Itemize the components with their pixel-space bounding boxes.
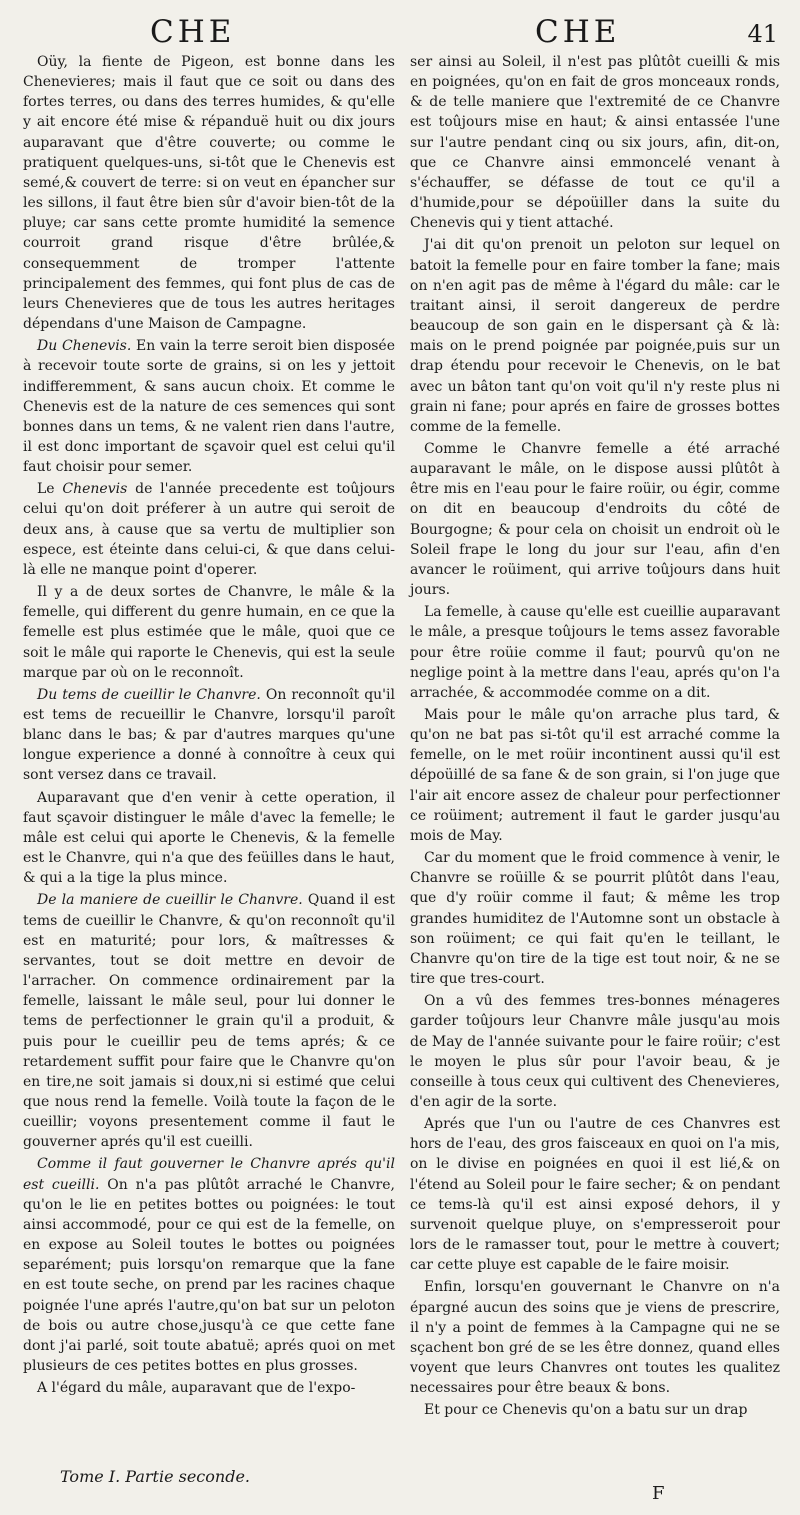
paragraph [410, 235, 780, 437]
paragraph [23, 788, 395, 889]
paragraph-text: Oüy, la fiente de Pigeon, est bonne dans les Chenevieres; mais il faut que ce soit ou dans des fortes terres, ou dans des terres humides, & qu'elle y ait encore été mise & répanduë huit ou dix jours auparavant que d'être couverte; ou comme le pratiquent quelques-uns, si-tôt que le Chenevis est semé,& couvert de terre: si on veut en épancher sur les sillons, il faut être bien sûr d'avoir bien-tôt de la pluye; car sans cette promte humidité la semence courroit grand risque d'être brûlée,& consequemment de tromper l'attente principalement des femmes, qui font plus de cas de leurs Chenevieres que de tous les autres heritages dépendans d'une Maison de Campagne. [23, 54, 395, 333]
paragraph-text: On n'a pas plûtôt arraché le Chanvre, qu'on le lie en petites bottes ou poignées: le tout ainsi accommodé, pour ce qui est de la femelle, on en expose au Soleil toutes le bottes ou poignées separément; puis lorsqu'on remarque que la fane en est toute seche, on prend par les racines chaque poignée l'une aprés l'autre,qu'on bat sur un peloton de bois ou autre chose,jusqu'à ce que cette fane dont j'ai parlé, soit toute abatuë; aprés quoi on met plusieurs de ces petites bottes en plus grosses. [23, 1176, 395, 1374]
paragraph [410, 991, 780, 1112]
paragraph [410, 1114, 780, 1275]
paragraph [23, 52, 395, 334]
running-head-right: CHE [535, 14, 621, 50]
paragraph [23, 336, 395, 477]
paragraph [410, 52, 780, 233]
volume-footer: Tome I. Partie seconde. [60, 1467, 250, 1486]
paragraph [23, 1154, 395, 1376]
paragraph [410, 602, 780, 703]
section-heading: Comme il faut gouverner le Chanvre aprés qu'il est cueilli. [23, 1156, 395, 1193]
paragraph-text: Enfin, lorsqu'en gouvernant le Chanvre on n'a épargné aucun des soins que je viens de prescrire, il n'y a point de femmes à la Campagne qui ne se sçachent bon gré de se les être donnez, quand elles voyent que leurs Chanvres ont toutes les qualitez necessaires pour être beaux & bons. [410, 1279, 780, 1397]
paragraph-text: Il y a de deux sortes de Chanvre, le mâle & la femelle, qui different du genre humain, en ce que la femelle est plus estimée que le mâle, quoi que ce soit le mâle qui raporte le Chenevis, qui est la seule marque par où on le reconnoît. [23, 584, 395, 681]
paragraph-text: En vain la terre seroit bien disposée à recevoir toute sorte de grains, si on les y jettoit indifferemment, & sans aucun choix. Et comme le Chenevis est de la nature de ces semences qui sont bonnes dans un tems, & ne valent rien dans l'autre, il est donc important de sçavoir quel est celui qu'il faut choisir pour semer. [23, 338, 396, 476]
paragraph-text: Mais pour le mâle qu'on arrache plus tard, & qu'on ne bat pas si-tôt qu'il est arraché comme la femelle, on le met roüir incontinent aussi qu'il est dépoüillé de sa fane & de son grain, si l'on juge que l'air ait encore assez de chaleur pour perfectionner ce roüiment; autrement il faut le garder jusqu'au mois de May. [410, 707, 780, 844]
paragraph-text: On a vû des femmes tres-bonnes ménageres garder toûjours leur Chanvre mâle jusqu'au mois de May de l'année suivante pour le faire roüir; c'est le moyen le plus sûr pour l'avoir beau, & je conseille à tous ceux qui cultivent des Chenevieres, d'en agir de la sorte. [410, 993, 780, 1110]
running-head-left: CHE [150, 14, 236, 50]
paragraph-text: ser ainsi au Soleil, il n'est pas plûtôt cueilli & mis en poignées, qu'on en fait de gros monceaux ronds, & de telle maniere que l'extremité de ce Chanvre est toûjours mise en haut; & ainsi entassée l'une sur l'autre pendant cinq ou six jours, afin, dit-on, que ce Chanvre ainsi emmoncelé venant à s'échauffer, se défasse de tout ce qu'il a d'humide,pour se dépoüiller dans la suite du Chenevis qui y tient attaché. [410, 54, 780, 232]
paragraph [23, 582, 395, 683]
paragraph-text: Comme le Chanvre femelle a été arraché auparavant le mâle, on le dispose aussi plûtôt à être mis en l'eau pour le faire roüir, ou égir, comme on dit en beaucoup d'endroits du côté de Bourgogne; & pour cela on choisit un endroit où le Soleil frape le long du jour sur l'eau, afin d'en avancer le roüiment, qui arrive toûjours dans huit jours. [410, 440, 780, 599]
paragraph-text: Aprés que l'un ou l'autre de ces Chanvres est hors de l'eau, des gros faisceaux en quoi on l'a mis, on le divise en poignées en quoi il est lié,& on l'étend au Soleil pour le faire secher; & on pendant ce tems-là qu'il est ainsi exposé dehors, il y survenoit quelque pluye, on s'empresseroit pour lors de le ramasser tout, pour le mettre à couvert; car cette pluye est capable de le faire moisir. [410, 1116, 780, 1274]
section-heading: Du Chenevis. [37, 338, 132, 355]
paragraph [410, 705, 780, 846]
paragraph-text: Et pour ce Chenevis qu'on a batu sur un drap [424, 1402, 748, 1419]
paragraph-text: A l'égard du mâle, auparavant que de l'expo- [37, 1380, 356, 1397]
paragraph [410, 439, 780, 600]
paragraph-text: On reconnoît qu'il est tems de recueillir le Chanvre, lorsqu'il paroît blanc dans le bas; & par d'autres marques qu'une longue experience a donné à connoître à ceux qui sont versez dans ce travail. [23, 686, 395, 784]
paragraph-text: La femelle, à cause qu'elle est cueillie auparavant le mâle, a presque toûjours le tems assez favorable pour être roüie comme il faut; pourvû qu'on ne neglige point à la mettre dans l'eau, aprés qu'on l'a arrachée, & accommodée comme on a dit. [410, 604, 780, 701]
paragraph-text: Quand il est tems de cueillir le Chanvre, & qu'on reconnoît qu'il est en maturité; pour lors, & maîtresses & servantes, tout se doit mettre en devoir de l'arracher. On commence ordinairement par la femelle, laissant le mâle seul, pour lui donner le tems de perfectionner le grain qu'il a produit, & puis pour le cueillir peu de tems aprés; & ce retardement suffit pour faire que le Chanvre qu'on en tire,ne soit jamais si doux,ni si estimé que celui que nous rend la femelle. Voilà toute la façon de le cueillir; voyons presentement comme il faut le gouverner aprés qu'il est cueilli. [23, 892, 395, 1151]
section-heading: Chenevis [62, 481, 128, 498]
left-column [23, 52, 395, 1398]
paragraph [23, 685, 395, 786]
paragraph [410, 1400, 780, 1420]
paragraph [410, 848, 780, 989]
paragraph [410, 1277, 780, 1398]
paragraph-text: de l'année precedente est toûjours celui qu'on doit préferer à un autre qui seroit de deux ans, à cause que sa vertu de multiplier son espece, est éteinte dans celui-ci, & que dans celui-là elle ne manque point d'operer. [23, 481, 395, 578]
paragraph-text: J'ai dit qu'on prenoit un peloton sur lequel on batoit la femelle pour en faire tomber la fane; mais on n'en agit pas de même à l'égard du mâle: car le traitant ainsi, il seroit dangereux de perdre beaucoup de son gain en le dispersant çà & là: mais on le prend poignée par poignée,puis sur un drap étendu pour recevoir le Chenevis, on le bat avec un bâton tant qu'on voit qu'il n'y reste plus ni grain ni fane; pour aprés en faire de grosses bottes comme de la femelle. [410, 237, 780, 435]
paragraph [23, 890, 395, 1152]
paragraph [23, 1378, 395, 1398]
paragraph [23, 479, 395, 580]
paragraph-text: Car du moment que le froid commence à venir, le Chanvre se roüille & se pourrit plûtôt dans l'eau, que d'y roüir comme il faut; & même les trop grandes humiditez de l'Automne sont un obstacle à son roüiment; ce qui fait qu'en le teillant, le Chanvre qu'on tire de la tige est tout noir, & ne se tire que tres-court. [410, 850, 780, 988]
right-column [410, 52, 780, 1420]
section-heading: Du tems de cueillir le Chanvre. [37, 686, 261, 703]
paragraph-prefix: Le [37, 481, 63, 498]
section-heading: De la maniere de cueillir le Chanvre. [37, 892, 303, 909]
signature-mark: F [652, 1483, 665, 1504]
paragraph-text: Auparavant que d'en venir à cette operation, il faut sçavoir distinguer le mâle d'avec la femelle; le mâle est celui qui aporte le Chenevis, & la femelle est le Chanvre, qui n'a que des feüilles dans le haut, & qui a la tige la plus mince. [23, 789, 395, 887]
page-number: 41 [747, 20, 778, 48]
